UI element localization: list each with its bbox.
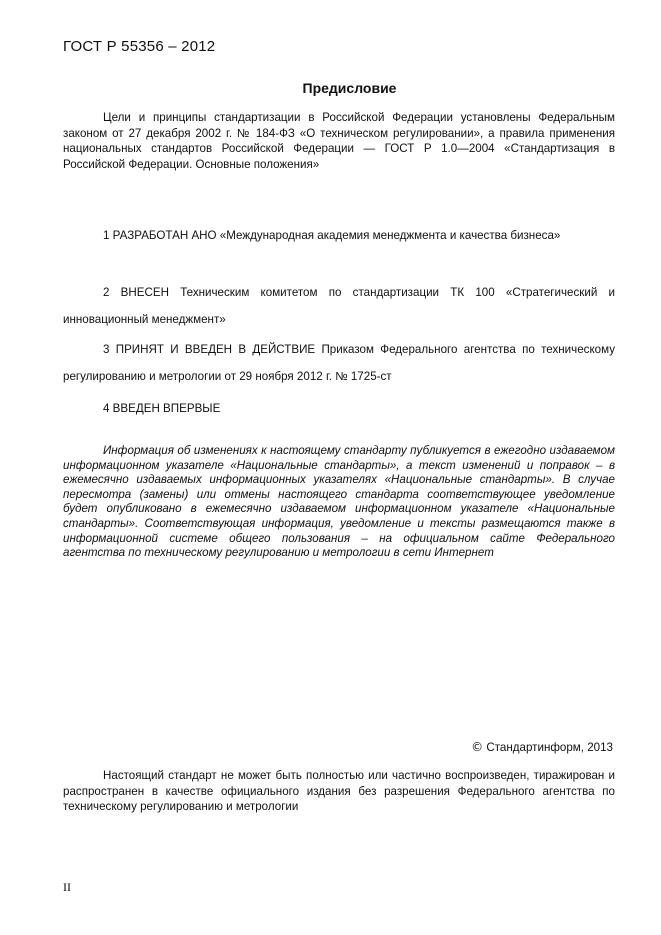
item-developed: 1 РАЗРАБОТАН АНО «Международная академия менеджмента и качества бизнеса» [103,229,561,242]
item-adopted: 3 ПРИНЯТ И ВВЕДЕН В ДЕЙСТВИЕ Приказом Федерального агентства по техническому регулированию и метрологии от 29 ноября 2012 г. № 1725-ст [63,343,615,383]
copyright-text: Стандартинформ, 2013 [486,741,613,754]
item-submitted: 2 ВНЕСЕН Техническим комитетом по стандартизации ТК 100 «Стратегический и инновационный менеджмент» [63,286,615,326]
reproduction-notice: Настоящий стандарт не может быть полностью или частично воспроизведен, тиражирован и распространен в качестве официального издания без разрешения Федерального агентства по техническому регулированию и метрологии [63,769,615,813]
item-introduced-first: 4 ВВЕДЕН ВПЕРВЫЕ [103,402,221,415]
changes-info-paragraph: Информация об изменениях к настоящему стандарту публикуется в ежегодно издаваемом информационном указателе «Национальные стандарты», а текст изменений и поправок – в ежемесячно издаваемых информационных указателях «Национальные стандарты». В случае пересмотра (замены) или отмены настоящего стандарта соответствующее уведомление будет опубликовано в ежемесячно издаваемом информационном указателе «Национальные стандарты». Соответствующая информация, уведомление и тексты размещаются также в информационной системе общего пользования – на официальном сайте Федерального агентства по техническому регулированию и метрологии в сети Интернет [63,444,615,560]
copyright-symbol: © [471,740,484,754]
page-number: II [63,880,71,894]
standard-header: ГОСТ Р 55356 – 2012 [63,38,216,55]
preface-intro-paragraph: Цели и принципы стандартизации в Российской Федерации установлены Федеральным законом от 27 декабря 2002 г. № 184-ФЗ «О техническом регулировании», а правила применения национальных стандартов Российской Федерации — ГОСТ Р 1.0—2004 «Стандартизация в Российской Федерации. Основные положения» [63,111,615,171]
preface-title: Предисловие [302,80,397,96]
copyright-line [471,740,613,754]
